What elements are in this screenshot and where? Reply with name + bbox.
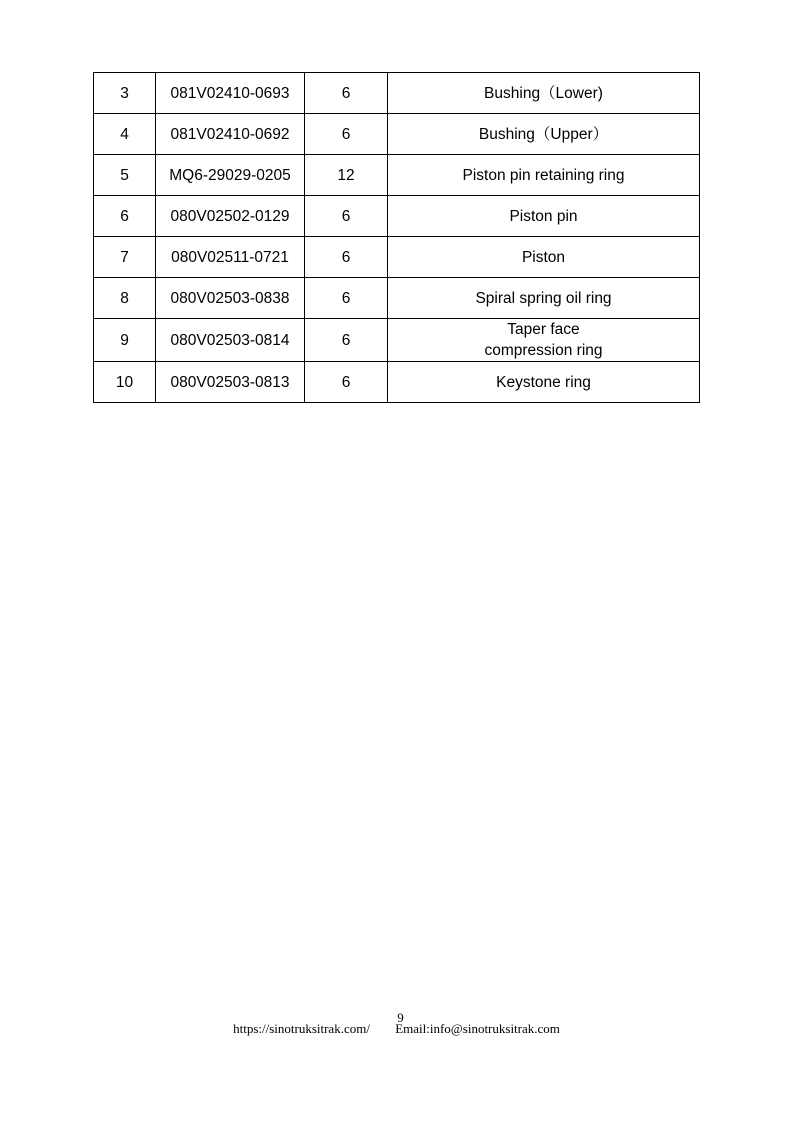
part-name-cell	[388, 114, 700, 155]
item-number: 9	[94, 319, 156, 362]
table-row	[94, 155, 700, 196]
part-name: Bushing（Lower)	[484, 84, 603, 102]
part-name: Taper face compression ring	[484, 321, 603, 359]
table-row	[94, 319, 700, 362]
part-name-cell	[388, 155, 700, 196]
quantity: 6	[305, 196, 388, 237]
part-name: Bushing（Upper）	[478, 125, 609, 143]
quantity: 6	[305, 114, 388, 155]
part-number: 081V02410-0693	[156, 73, 305, 114]
part-name-cell	[388, 278, 700, 319]
part-number: 080V02503-0814	[156, 319, 305, 362]
part-name: Piston pin	[509, 207, 578, 225]
quantity: 6	[305, 319, 388, 362]
email-link[interactable]: Email:info@sinotruksitrak.com	[395, 1021, 560, 1036]
part-number: 080V02511-0721	[156, 237, 305, 278]
item-number: 8	[94, 278, 156, 319]
part-number: 081V02410-0692	[156, 114, 305, 155]
part-number: MQ6-29029-0205	[156, 155, 305, 196]
quantity: 6	[305, 278, 388, 319]
table-row	[94, 278, 700, 319]
item-number: 10	[94, 362, 156, 403]
table-row	[94, 114, 700, 155]
table-row	[94, 362, 700, 403]
item-number: 3	[94, 73, 156, 114]
part-number: 080V02503-0838	[156, 278, 305, 319]
part-name: Piston pin retaining ring	[462, 166, 625, 184]
part-name: Keystone ring	[496, 373, 591, 391]
table-row	[94, 73, 700, 114]
part-number: 080V02503-0813	[156, 362, 305, 403]
item-number: 7	[94, 237, 156, 278]
quantity: 12	[305, 155, 388, 196]
part-name-cell	[388, 237, 700, 278]
part-name: Spiral spring oil ring	[475, 289, 612, 307]
table-row	[94, 237, 700, 278]
table-row	[94, 196, 700, 237]
item-number: 6	[94, 196, 156, 237]
quantity: 6	[305, 73, 388, 114]
footer-contact	[0, 1021, 793, 1037]
part-name-cell	[388, 196, 700, 237]
item-number: 5	[94, 155, 156, 196]
item-number: 4	[94, 114, 156, 155]
part-name-cell	[388, 319, 700, 362]
website-link[interactable]: https://sinotruksitrak.com/	[233, 1021, 370, 1036]
part-name: Piston	[521, 248, 566, 266]
parts-table	[93, 72, 700, 403]
page-number: 9	[397, 1010, 404, 1025]
quantity: 6	[305, 237, 388, 278]
quantity: 6	[305, 362, 388, 403]
part-name-cell	[388, 362, 700, 403]
part-name-cell	[388, 73, 700, 114]
part-number: 080V02502-0129	[156, 196, 305, 237]
